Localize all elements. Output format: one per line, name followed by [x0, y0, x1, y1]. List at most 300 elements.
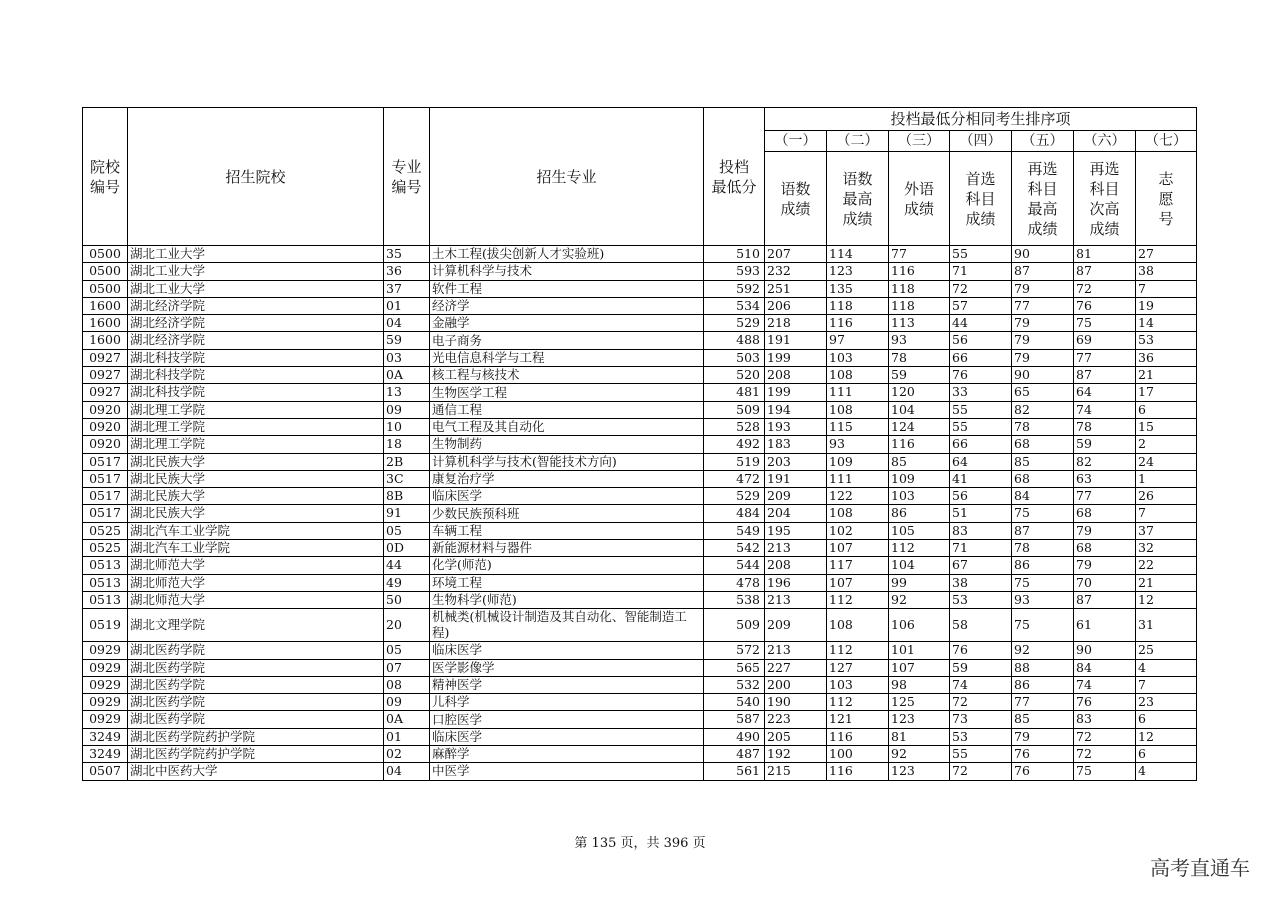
preference-number: 37 [1136, 522, 1197, 539]
min-score: 520 [704, 367, 765, 384]
score-elective-max: 79 [1012, 280, 1074, 297]
table-row [83, 505, 1197, 522]
min-score: 565 [704, 659, 765, 676]
school-code: 0513 [83, 574, 128, 591]
score-foreign-lang: 99 [889, 574, 950, 591]
major-name: 临床医学 [430, 642, 704, 659]
min-score: 540 [704, 694, 765, 711]
min-score: 572 [704, 642, 765, 659]
preference-number: 6 [1136, 401, 1197, 418]
school-name: 湖北经济学院 [128, 315, 384, 332]
school-code: 0517 [83, 488, 128, 505]
header-min-score: 投档 最低分 [704, 108, 765, 246]
school-name: 湖北工业大学 [128, 246, 384, 263]
school-code: 0927 [83, 384, 128, 401]
score-first-subject: 71 [950, 540, 1012, 557]
score-elective-second: 64 [1074, 384, 1136, 401]
score-chinese-math: 218 [765, 315, 827, 332]
school-name: 湖北师范大学 [128, 557, 384, 574]
score-first-subject: 71 [950, 263, 1012, 280]
major-code: 05 [384, 642, 430, 659]
table-row [83, 332, 1197, 349]
score-elective-second: 70 [1074, 574, 1136, 591]
score-foreign-lang: 101 [889, 642, 950, 659]
school-code: 0513 [83, 591, 128, 608]
score-chinese-math-max: 97 [827, 332, 889, 349]
school-name: 湖北理工学院 [128, 418, 384, 435]
score-chinese-math-max: 116 [827, 728, 889, 745]
table-row [83, 488, 1197, 505]
school-code: 0927 [83, 367, 128, 384]
header-sub-number: （四） [950, 131, 1012, 152]
preference-number: 4 [1136, 763, 1197, 780]
score-chinese-math: 209 [765, 488, 827, 505]
score-elective-second: 72 [1074, 728, 1136, 745]
score-elective-max: 92 [1012, 642, 1074, 659]
major-name: 经济学 [430, 297, 704, 314]
score-chinese-math: 213 [765, 591, 827, 608]
score-elective-max: 90 [1012, 246, 1074, 263]
school-code: 0920 [83, 436, 128, 453]
header-sub-label: 语数 成绩 [765, 152, 827, 246]
major-name: 新能源材料与器件 [430, 540, 704, 557]
score-elective-second: 90 [1074, 642, 1136, 659]
score-chinese-math-max: 107 [827, 540, 889, 557]
score-first-subject: 76 [950, 367, 1012, 384]
score-elective-max: 75 [1012, 505, 1074, 522]
major-name: 生物科学(师范) [430, 591, 704, 608]
major-code: 09 [384, 694, 430, 711]
score-elective-max: 68 [1012, 436, 1074, 453]
school-code: 0517 [83, 505, 128, 522]
table-row [83, 676, 1197, 693]
score-foreign-lang: 92 [889, 746, 950, 763]
school-code: 0929 [83, 694, 128, 711]
score-elective-second: 61 [1074, 609, 1136, 642]
score-first-subject: 72 [950, 280, 1012, 297]
score-elective-second: 74 [1074, 676, 1136, 693]
table-body [83, 246, 1197, 781]
preference-number: 19 [1136, 297, 1197, 314]
table-row [83, 694, 1197, 711]
score-elective-second: 87 [1074, 367, 1136, 384]
major-name: 计算机科学与技术(智能技术方向) [430, 453, 704, 470]
score-elective-second: 81 [1074, 246, 1136, 263]
score-elective-second: 72 [1074, 746, 1136, 763]
score-elective-max: 78 [1012, 418, 1074, 435]
school-name: 湖北师范大学 [128, 574, 384, 591]
score-chinese-math-max: 102 [827, 522, 889, 539]
preference-number: 26 [1136, 488, 1197, 505]
score-elective-second: 87 [1074, 263, 1136, 280]
score-chinese-math-max: 108 [827, 505, 889, 522]
score-chinese-math: 183 [765, 436, 827, 453]
score-chinese-math-max: 118 [827, 297, 889, 314]
score-elective-max: 90 [1012, 367, 1074, 384]
score-first-subject: 41 [950, 470, 1012, 487]
school-name: 湖北工业大学 [128, 263, 384, 280]
min-score: 587 [704, 711, 765, 728]
min-score: 544 [704, 557, 765, 574]
preference-number: 25 [1136, 642, 1197, 659]
score-chinese-math-max: 107 [827, 574, 889, 591]
preference-number: 1 [1136, 470, 1197, 487]
major-code: 8B [384, 488, 430, 505]
major-name: 车辆工程 [430, 522, 704, 539]
score-elective-max: 76 [1012, 763, 1074, 780]
school-name: 湖北民族大学 [128, 488, 384, 505]
min-score: 532 [704, 676, 765, 693]
major-code: 37 [384, 280, 430, 297]
major-code: 03 [384, 349, 430, 366]
score-elective-second: 75 [1074, 763, 1136, 780]
school-code: 3249 [83, 746, 128, 763]
score-elective-second: 68 [1074, 505, 1136, 522]
score-chinese-math-max: 116 [827, 763, 889, 780]
score-first-subject: 38 [950, 574, 1012, 591]
preference-number: 53 [1136, 332, 1197, 349]
score-chinese-math-max: 111 [827, 384, 889, 401]
score-foreign-lang: 105 [889, 522, 950, 539]
school-name: 湖北科技学院 [128, 367, 384, 384]
table-row [83, 315, 1197, 332]
min-score: 481 [704, 384, 765, 401]
score-foreign-lang: 123 [889, 763, 950, 780]
school-name: 湖北医药学院 [128, 642, 384, 659]
min-score: 542 [704, 540, 765, 557]
score-elective-max: 87 [1012, 263, 1074, 280]
score-chinese-math: 191 [765, 332, 827, 349]
table-row [83, 609, 1197, 642]
major-name: 电子商务 [430, 332, 704, 349]
table-row [83, 557, 1197, 574]
school-code: 0920 [83, 401, 128, 418]
score-elective-max: 86 [1012, 676, 1074, 693]
score-first-subject: 83 [950, 522, 1012, 539]
score-chinese-math-max: 114 [827, 246, 889, 263]
table-row [83, 591, 1197, 608]
header-school-name: 招生院校 [128, 108, 384, 246]
school-name: 湖北中医药大学 [128, 763, 384, 780]
header-sub-label: 再选 科目 最高 成绩 [1012, 152, 1074, 246]
table-row [83, 470, 1197, 487]
header-sub-number: （七） [1136, 131, 1197, 152]
school-code: 0929 [83, 659, 128, 676]
table-row [83, 367, 1197, 384]
score-chinese-math: 208 [765, 367, 827, 384]
preference-number: 4 [1136, 659, 1197, 676]
major-code: 3C [384, 470, 430, 487]
score-first-subject: 55 [950, 746, 1012, 763]
major-name: 口腔医学 [430, 711, 704, 728]
school-code: 0517 [83, 470, 128, 487]
score-first-subject: 56 [950, 488, 1012, 505]
score-foreign-lang: 78 [889, 349, 950, 366]
school-name: 湖北民族大学 [128, 453, 384, 470]
score-elective-max: 82 [1012, 401, 1074, 418]
score-first-subject: 74 [950, 676, 1012, 693]
min-score: 528 [704, 418, 765, 435]
major-name: 核工程与核技术 [430, 367, 704, 384]
table-row [83, 642, 1197, 659]
score-first-subject: 51 [950, 505, 1012, 522]
major-name: 精神医学 [430, 676, 704, 693]
min-score: 509 [704, 401, 765, 418]
major-code: 20 [384, 609, 430, 642]
major-name: 环境工程 [430, 574, 704, 591]
preference-number: 24 [1136, 453, 1197, 470]
min-score: 488 [704, 332, 765, 349]
major-name: 生物医学工程 [430, 384, 704, 401]
min-score: 484 [704, 505, 765, 522]
min-score: 593 [704, 263, 765, 280]
score-first-subject: 55 [950, 401, 1012, 418]
table-row [83, 659, 1197, 676]
major-code: 04 [384, 763, 430, 780]
score-elective-max: 68 [1012, 470, 1074, 487]
score-elective-second: 79 [1074, 557, 1136, 574]
score-elective-max: 93 [1012, 591, 1074, 608]
preference-number: 7 [1136, 676, 1197, 693]
table-row [83, 711, 1197, 728]
preference-number: 6 [1136, 711, 1197, 728]
score-chinese-math-max: 108 [827, 609, 889, 642]
score-elective-second: 83 [1074, 711, 1136, 728]
score-chinese-math-max: 109 [827, 453, 889, 470]
score-chinese-math-max: 103 [827, 676, 889, 693]
table-row [83, 263, 1197, 280]
score-foreign-lang: 92 [889, 591, 950, 608]
major-name: 医学影像学 [430, 659, 704, 676]
school-code: 1600 [83, 297, 128, 314]
score-chinese-math: 232 [765, 263, 827, 280]
score-chinese-math-max: 112 [827, 642, 889, 659]
major-code: 02 [384, 746, 430, 763]
header-sub-label: 再选 科目 次高 成绩 [1074, 152, 1136, 246]
school-code: 0927 [83, 349, 128, 366]
preference-number: 7 [1136, 505, 1197, 522]
score-chinese-math: 207 [765, 246, 827, 263]
school-name: 湖北汽车工业学院 [128, 522, 384, 539]
school-code: 0920 [83, 418, 128, 435]
score-first-subject: 76 [950, 642, 1012, 659]
score-first-subject: 56 [950, 332, 1012, 349]
school-code: 0525 [83, 540, 128, 557]
score-chinese-math-max: 135 [827, 280, 889, 297]
major-code: 35 [384, 246, 430, 263]
major-code: 2B [384, 453, 430, 470]
major-name: 光电信息科学与工程 [430, 349, 704, 366]
score-chinese-math: 203 [765, 453, 827, 470]
score-elective-max: 76 [1012, 746, 1074, 763]
score-foreign-lang: 125 [889, 694, 950, 711]
score-first-subject: 64 [950, 453, 1012, 470]
table-row [83, 349, 1197, 366]
score-elective-second: 74 [1074, 401, 1136, 418]
school-name: 湖北工业大学 [128, 280, 384, 297]
school-name: 湖北民族大学 [128, 470, 384, 487]
major-code: 09 [384, 401, 430, 418]
score-chinese-math: 199 [765, 349, 827, 366]
score-elective-max: 87 [1012, 522, 1074, 539]
score-elective-max: 88 [1012, 659, 1074, 676]
table-row [83, 280, 1197, 297]
score-chinese-math-max: 122 [827, 488, 889, 505]
major-name: 临床医学 [430, 728, 704, 745]
preference-number: 14 [1136, 315, 1197, 332]
school-name: 湖北医药学院药护学院 [128, 746, 384, 763]
score-elective-max: 84 [1012, 488, 1074, 505]
school-name: 湖北医药学院 [128, 659, 384, 676]
min-score: 519 [704, 453, 765, 470]
score-foreign-lang: 85 [889, 453, 950, 470]
score-first-subject: 33 [950, 384, 1012, 401]
preference-number: 12 [1136, 728, 1197, 745]
school-name: 湖北医药学院 [128, 676, 384, 693]
score-elective-second: 69 [1074, 332, 1136, 349]
table-row [83, 436, 1197, 453]
table-row [83, 574, 1197, 591]
score-elective-second: 84 [1074, 659, 1136, 676]
table-row [83, 297, 1197, 314]
major-code: 0D [384, 540, 430, 557]
min-score: 490 [704, 728, 765, 745]
score-elective-max: 65 [1012, 384, 1074, 401]
major-code: 10 [384, 418, 430, 435]
min-score: 472 [704, 470, 765, 487]
min-score: 503 [704, 349, 765, 366]
score-chinese-math: 213 [765, 642, 827, 659]
major-name: 土木工程(拔尖创新人才实验班) [430, 246, 704, 263]
score-chinese-math-max: 100 [827, 746, 889, 763]
min-score: 510 [704, 246, 765, 263]
score-chinese-math: 192 [765, 746, 827, 763]
preference-number: 12 [1136, 591, 1197, 608]
school-code: 1600 [83, 315, 128, 332]
table-row [83, 246, 1197, 263]
score-elective-max: 79 [1012, 728, 1074, 745]
score-elective-max: 77 [1012, 297, 1074, 314]
score-foreign-lang: 98 [889, 676, 950, 693]
min-score: 487 [704, 746, 765, 763]
score-chinese-math: 251 [765, 280, 827, 297]
header-sub-label: 语数 最高 成绩 [827, 152, 889, 246]
table-row [83, 746, 1197, 763]
table-row [83, 401, 1197, 418]
min-score: 592 [704, 280, 765, 297]
min-score: 561 [704, 763, 765, 780]
header-sub-label: 外语 成绩 [889, 152, 950, 246]
school-name: 湖北医药学院 [128, 711, 384, 728]
score-elective-max: 79 [1012, 332, 1074, 349]
score-chinese-math-max: 108 [827, 401, 889, 418]
school-code: 0525 [83, 522, 128, 539]
score-foreign-lang: 81 [889, 728, 950, 745]
score-first-subject: 72 [950, 763, 1012, 780]
preference-number: 27 [1136, 246, 1197, 263]
score-first-subject: 67 [950, 557, 1012, 574]
score-foreign-lang: 124 [889, 418, 950, 435]
school-name: 湖北理工学院 [128, 436, 384, 453]
header-major-code: 专业 编号 [384, 108, 430, 246]
score-elective-second: 82 [1074, 453, 1136, 470]
school-code: 0500 [83, 246, 128, 263]
school-code: 0500 [83, 263, 128, 280]
major-code: 50 [384, 591, 430, 608]
major-name: 软件工程 [430, 280, 704, 297]
school-code: 0500 [83, 280, 128, 297]
score-elective-second: 68 [1074, 540, 1136, 557]
major-code: 0A [384, 367, 430, 384]
score-chinese-math: 204 [765, 505, 827, 522]
major-name: 中医学 [430, 763, 704, 780]
score-foreign-lang: 103 [889, 488, 950, 505]
table-row [83, 728, 1197, 745]
score-first-subject: 73 [950, 711, 1012, 728]
score-chinese-math: 209 [765, 609, 827, 642]
school-name: 湖北汽车工业学院 [128, 540, 384, 557]
score-elective-second: 79 [1074, 522, 1136, 539]
score-chinese-math-max: 112 [827, 591, 889, 608]
school-code: 0507 [83, 763, 128, 780]
score-elective-max: 79 [1012, 315, 1074, 332]
score-elective-max: 85 [1012, 711, 1074, 728]
header-tie-group: 投档最低分相同考生排序项 [765, 108, 1197, 131]
table-row [83, 418, 1197, 435]
major-name: 临床医学 [430, 488, 704, 505]
score-first-subject: 55 [950, 246, 1012, 263]
score-chinese-math-max: 108 [827, 367, 889, 384]
score-chinese-math-max: 111 [827, 470, 889, 487]
major-name: 生物制药 [430, 436, 704, 453]
school-name: 湖北医药学院药护学院 [128, 728, 384, 745]
major-name: 电气工程及其自动化 [430, 418, 704, 435]
score-foreign-lang: 118 [889, 297, 950, 314]
preference-number: 31 [1136, 609, 1197, 642]
major-code: 18 [384, 436, 430, 453]
school-code: 0513 [83, 557, 128, 574]
major-code: 04 [384, 315, 430, 332]
score-chinese-math-max: 123 [827, 263, 889, 280]
score-first-subject: 57 [950, 297, 1012, 314]
score-elective-max: 75 [1012, 574, 1074, 591]
major-code: 08 [384, 676, 430, 693]
score-elective-second: 77 [1074, 488, 1136, 505]
school-name: 湖北师范大学 [128, 591, 384, 608]
score-elective-max: 86 [1012, 557, 1074, 574]
school-name: 湖北民族大学 [128, 505, 384, 522]
score-first-subject: 53 [950, 728, 1012, 745]
min-score: 538 [704, 591, 765, 608]
score-elective-second: 75 [1074, 315, 1136, 332]
preference-number: 17 [1136, 384, 1197, 401]
school-name: 湖北经济学院 [128, 332, 384, 349]
score-chinese-math: 200 [765, 676, 827, 693]
major-code: 05 [384, 522, 430, 539]
preference-number: 2 [1136, 436, 1197, 453]
major-name: 儿科学 [430, 694, 704, 711]
major-code: 36 [384, 263, 430, 280]
school-code: 1600 [83, 332, 128, 349]
score-elective-second: 76 [1074, 297, 1136, 314]
score-first-subject: 59 [950, 659, 1012, 676]
preference-number: 23 [1136, 694, 1197, 711]
score-chinese-math-max: 112 [827, 694, 889, 711]
school-name: 湖北科技学院 [128, 349, 384, 366]
score-chinese-math: 190 [765, 694, 827, 711]
score-first-subject: 66 [950, 436, 1012, 453]
major-name: 康复治疗学 [430, 470, 704, 487]
